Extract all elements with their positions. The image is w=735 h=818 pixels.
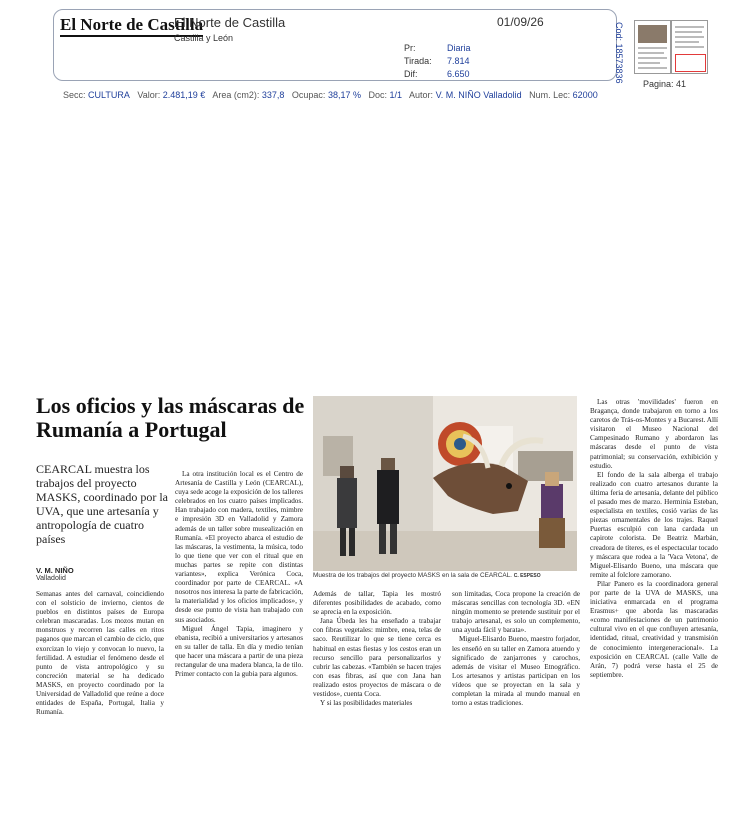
pr-value: Diaria (447, 43, 471, 53)
doc-value: 1/1 (389, 90, 403, 100)
thumbnail-line (638, 52, 664, 54)
paragraph: Miguel Ángel Tapia, imaginero y ebanista, recibió a universitarios y artesanos en su taller de talla. En día y medio tenían que hacer una máscara a partir de una pieza rectangular de una madera blanca, la de tilo. Primer contacto con la gubia para algunos. (175, 624, 303, 679)
doc-label: Doc: (368, 90, 387, 100)
paragraph: Las otras 'movilidades' fueron en Bragança, donde trabajaron en torno a los caretos de Trás-os-Montes y a Bucarest. Allí visitaron el Museo Nacional del Campesinado Rumano y abordaron las máscaras desde el punto de vista patrimonial; su conservación, exhibición y estudio. (590, 398, 718, 470)
lec-label: Num. Lec: (529, 90, 571, 100)
metadata-bar (63, 90, 598, 100)
paragraph: La otra institución local es el Centro de Artesanía de Castilla y León (CEARCAL), cuya sede acoge la exposición de los talleres celebrados en los cuatro países implicados. Han trabajado con madera, textiles, mimbre e impresión 3D en Valladolid y Zamora además de un taller sobre musealización en Rumanía. «El proyecto abarca el estudio de las máscaras, la vestimenta, la música, todo lo que tiene que ver con el ritual que en muchas partes se repite con distintas variantes», explica Verónica Coca, coordinador por parte de CEARCAL. «A nosotros nos interesa la parte de fabricación, la materialidad y los oficios implicados», y desde ese punto de vista han trabajado con sus asociados. (175, 470, 303, 624)
thumbnail-line (675, 36, 704, 38)
thumbnail-photo (638, 25, 667, 43)
autor-label: Autor: (409, 90, 434, 100)
paragraph: Jana Úbeda les ha enseñado a trabajar con fibras vegetales: mimbre, enea, telas de saco. Reutilizar lo que se tiene cerca es habitual en estas fiestas y los cestos eran un recurso sencillo para personalizarlos y cubrir las cabezas. «También se hacen trajes con esas fibras, así que con Jana han realizado estos proyectos de máscara o de vestidos», cuenta Coca. (313, 617, 441, 699)
thumbnail-line (638, 57, 667, 59)
dif-value: 6.650 (447, 69, 470, 79)
thumbnail-line (638, 67, 667, 69)
lec-value: 62000 (572, 90, 598, 100)
article-column-1 (36, 590, 164, 717)
valor-label: Valor: (137, 90, 161, 100)
thumbnail-line (675, 46, 704, 48)
paragraph: Además de tallar, Tapia les mostró diferentes posibilidades de acabado, como se aprecia en la exposición. (313, 590, 441, 617)
cod-text: Cod: 18573836 (614, 22, 624, 84)
thumbnail-line (675, 31, 702, 33)
article-highlight-box (675, 54, 706, 72)
paragraph: son limitadas, Coca propone la creación de máscaras sencillas con tecnología 3D. «EN ningún momento se pretende sustituir por el trabajo artesanal, es solo un complemento, una ayuda fácil y barata». (452, 590, 580, 635)
ocupac-label: Ocupac: (291, 90, 326, 100)
page-thumbnail-left[interactable] (634, 20, 671, 74)
publication-date: 01/09/26 (497, 15, 544, 29)
article-title: Los oficios y las máscaras de Rumanía a Portugal (36, 393, 305, 442)
secc-value: CULTURA (88, 90, 130, 100)
photo-illustration (313, 396, 577, 571)
dif-label: Dif: (404, 69, 418, 79)
thumbnail-line (675, 26, 704, 28)
thumbnail-line (675, 41, 699, 43)
paragraph: Y si las posibilidades materiales (320, 699, 413, 708)
tirada-value: 7.814 (447, 56, 470, 66)
area-value: 337,8 (261, 90, 285, 100)
article-column-5 (590, 398, 718, 680)
paragraph: El fondo de la sala alberga el trabajo realizado con cuatro artesanos durante la última feria de artesanía, delante del público el pasado mes de marzo. Herminia Esteban, especialista en textiles, cosió varias de las piezas ornamentales de los trajes. Raquel Puertas esculpió con lana cardada un capirote colorista. De Beatriz Marbán, creadora de títeres, es el espectacular tocado y máscara que rodea a la 'Vaca Vetona', de Miguel-Elisardo Bueno, una máscara que remite al folclore zamorano. (590, 470, 718, 579)
photo-credit: C. ESPESO (513, 573, 541, 579)
paragraph: Pilar Panero es la coordinadora general por parte de la UVA de MASKS, una iniciativa enmarcada en el programa Erasmus+ que aborda las mascaradas «como manifestaciones de un patrimonio cultural vivo en el que confluyen artesanía, identidad, ritual, creatividad y transmisión de conocimiento intergeneracional». La exposición en CEARCAL (calle Valle de Arán, 7) podrá verse hasta el 25 de septiembre. (590, 579, 718, 679)
page-thumbnail-right[interactable] (671, 20, 708, 74)
publication-region: Castilla y León (174, 33, 234, 43)
tirada-label: Tirada: (404, 56, 432, 66)
article-subtitle: CEARCAL muestra los trabajos del proyecto MASKS, coordinado por la UVA, que une artesanía y antropología de cuatro países (36, 462, 168, 546)
secc-label: Secc: (63, 90, 86, 100)
paragraph: Semanas antes del carnaval, coincidiendo con el solsticio de invierno, cientos de pueblos en distintos países de Europa celebran mascaradas. Los mozos mutan en monstruos y recorren las calles en ritos paganos que marcan el cambio de ciclo, que exorcizan lo viejo y convocan lo nuevo, la fertilidad. A estudiar el fenómeno desde el punto de vista antropológico y su concreción material se ha dedicado MASKS, en proyecto coordinado por la Universidad de Valladolid que reúne a doce entidades de España, Portugal, Italia y Rumanía. (36, 590, 164, 717)
pr-label: Pr: (404, 43, 416, 53)
autor-value: V. M. NIÑO Valladolid (435, 90, 522, 100)
cod-vertical (612, 24, 626, 94)
area-label: Area (cm2): (212, 90, 260, 100)
ocupac-value: 38,17 % (327, 90, 361, 100)
article-city: Valladolid (36, 575, 66, 582)
thumbnail-line (638, 47, 667, 49)
page-number: Pagina: 41 (643, 79, 687, 89)
article-column-2 (175, 470, 303, 679)
exhibition-photo (313, 396, 577, 571)
paragraph: Miguel-Elisardo Bueno, maestro forjador, les enseñó en su taller en Zamora atuendo y significado de zanjarrones y carochos, además de visitar el Museo Etnográfico. Los artesanos y artistas participan en los vídeos que se proyectan en la sala y completan la mirada al mundo manual en torno a estas tradiciones. (452, 635, 580, 708)
publication-name: El Norte de Castilla (174, 15, 286, 30)
article-column-3 (313, 590, 441, 708)
valor-value: 2.481,19 € (162, 90, 206, 100)
caption-text: Muestra de los trabajos del proyecto MASKS en la sala de CEARCAL. (313, 572, 512, 579)
article-author: V. M. NIÑO (36, 566, 74, 575)
newspaper-logo: El Norte de Castilla (60, 16, 203, 37)
photo-caption (313, 572, 583, 579)
article-column-4 (452, 590, 580, 708)
thumbnail-line (638, 62, 660, 64)
